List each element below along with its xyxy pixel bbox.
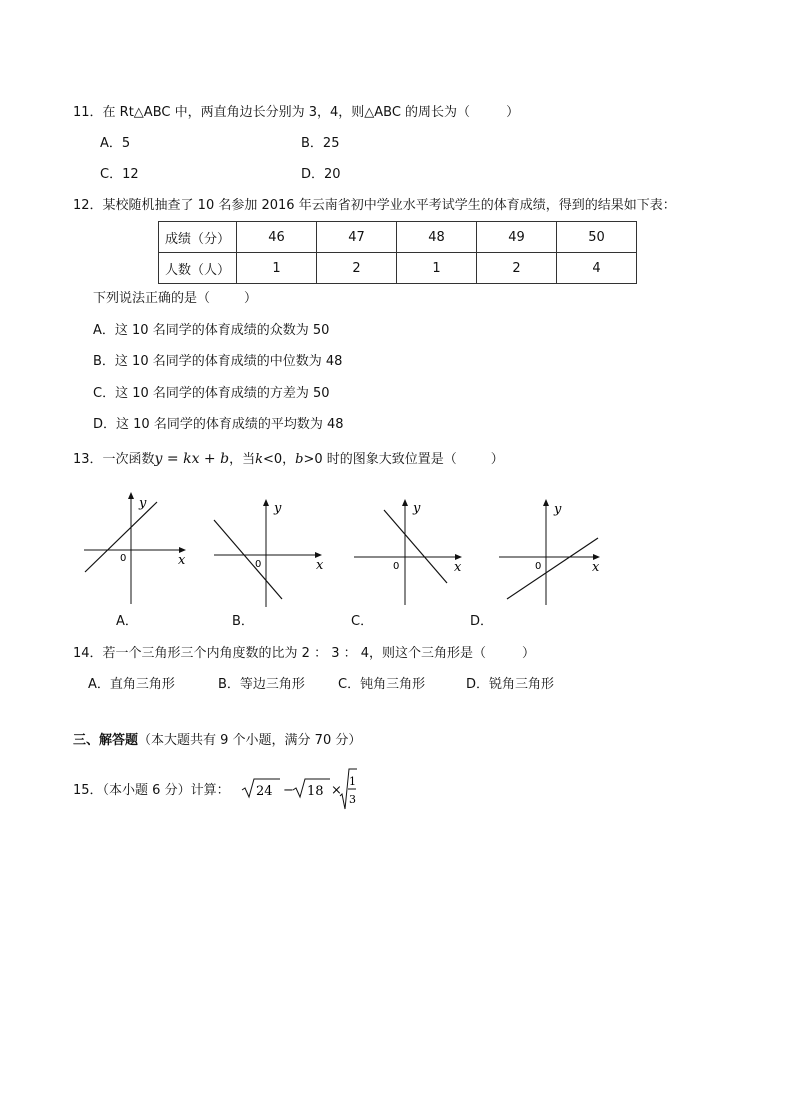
- q13-stem-middle: ，当: [229, 452, 256, 467]
- fraction-denominator: 3: [349, 793, 356, 806]
- section-3-note: （本大题共有 9 个小题，满分 70 分）: [138, 733, 362, 748]
- q14-option-a[interactable]: A．直角三角形: [88, 677, 175, 692]
- q13-graph-a: [80, 488, 190, 608]
- q13-cond-b: b: [295, 452, 304, 467]
- q12-prompt: [93, 290, 257, 308]
- y-axis-arrow-icon: [543, 499, 549, 506]
- axis-label-y: y: [413, 501, 421, 516]
- q13-option-c[interactable]: C．: [351, 614, 374, 629]
- table-cell: 46: [237, 222, 317, 253]
- axis-label-y: y: [274, 501, 282, 516]
- table-header-count: 人数（人）: [159, 253, 237, 284]
- table-cell: 2: [317, 253, 397, 284]
- q15-expression: [238, 766, 358, 812]
- section-3-heading: [73, 732, 361, 750]
- q13-graph-d: [495, 495, 610, 610]
- section-3-title: 三、解答题: [73, 733, 139, 748]
- q13-cond-b-rel: >0 时的图象大致位置是（: [303, 452, 457, 467]
- radicand-18: 18: [307, 784, 324, 799]
- function-line: [507, 538, 598, 599]
- function-line: [384, 510, 447, 583]
- fraction-numerator: 1: [349, 775, 356, 788]
- q12-stem: 12．某校随机抽查了 10 名参加 2016 年云南省初中学业水平考试学生的体育成绩，得到的结果如下表：: [73, 198, 676, 213]
- q14-option-d[interactable]: D．锐角三角形: [466, 677, 555, 692]
- table-cell: 50: [557, 222, 637, 253]
- table-cell: 1: [397, 253, 477, 284]
- table-row: [159, 253, 637, 284]
- q12-option-b[interactable]: B．这 10 名同学的体育成绩的中位数为 48: [93, 354, 343, 369]
- q11-stem: [73, 104, 519, 122]
- origin-label: 0: [255, 559, 262, 570]
- q11-stem-text: 11．在 Rt△ABC 中，两直角边长分别为 3，4，则△ABC 的周长为（: [73, 105, 471, 120]
- axis-label-x: x: [316, 558, 324, 573]
- q13-option-a[interactable]: A．: [116, 614, 138, 629]
- q11-option-a[interactable]: A．5: [100, 136, 131, 151]
- operator-minus: −: [283, 783, 294, 798]
- q14-stem-text: 14．若一个三角形三个内角度数的比为 2 ： 3 ： 4，则这个三角形是（: [73, 646, 487, 661]
- q13-option-b[interactable]: B．: [232, 614, 254, 629]
- q11-paren-close: ）: [506, 105, 520, 120]
- q13-stem: [73, 450, 504, 469]
- table-row: [159, 222, 637, 253]
- origin-label: 0: [393, 561, 400, 572]
- q12-option-d[interactable]: D．这 10 名同学的体育成绩的平均数为 48: [93, 417, 344, 432]
- q14-option-c[interactable]: C．钝角三角形: [338, 677, 426, 692]
- radicand-24: 24: [256, 784, 273, 799]
- table-cell: 49: [477, 222, 557, 253]
- operator-times: ×: [331, 783, 342, 798]
- axis-label-y: y: [554, 502, 562, 517]
- q12-paren-close: ）: [244, 291, 258, 306]
- q11-option-d[interactable]: D．20: [301, 167, 341, 182]
- q14-paren-close: ）: [522, 646, 536, 661]
- q13-formula: y = kx + b: [154, 451, 230, 467]
- q12-prompt-text: 下列说法正确的是（: [93, 291, 211, 306]
- q13-option-d[interactable]: D．: [470, 614, 494, 629]
- q14-stem: [73, 645, 535, 663]
- q11-option-c[interactable]: C．12: [100, 167, 139, 182]
- origin-label: 0: [535, 561, 542, 572]
- q12-option-c[interactable]: C．这 10 名同学的体育成绩的方差为 50: [93, 386, 330, 401]
- table-cell: 48: [397, 222, 477, 253]
- y-axis-arrow-icon: [263, 499, 269, 506]
- axis-label-x: x: [454, 560, 462, 575]
- q13-stem-prefix: 13．一次函数: [73, 452, 155, 467]
- table-header-score: 成绩（分）: [159, 222, 237, 253]
- table-cell: 2: [477, 253, 557, 284]
- axis-label-x: x: [592, 560, 600, 575]
- q13-graph-c: [350, 495, 470, 610]
- q11-option-b[interactable]: B．25: [301, 136, 340, 151]
- q14-option-b[interactable]: B．等边三角形: [218, 677, 305, 692]
- function-line: [214, 520, 282, 599]
- y-axis-arrow-icon: [128, 492, 134, 499]
- y-axis-arrow-icon: [402, 499, 408, 506]
- table-cell: 1: [237, 253, 317, 284]
- origin-label: 0: [120, 553, 127, 564]
- q12-score-table: [158, 221, 637, 284]
- axis-label-x: x: [178, 553, 186, 568]
- q13-paren-close: ）: [490, 452, 504, 467]
- q13-graph-b: [210, 495, 330, 610]
- axis-label-y: y: [139, 496, 147, 511]
- q13-cond-k: k: [255, 452, 263, 467]
- q12-option-a[interactable]: A．这 10 名同学的体育成绩的众数为 50: [93, 323, 330, 338]
- q15-stem: 15．（本小题 6 分）计算：: [73, 783, 230, 798]
- q13-cond-k-rel: <0，: [262, 452, 296, 467]
- table-cell: 47: [317, 222, 397, 253]
- table-cell: 4: [557, 253, 637, 284]
